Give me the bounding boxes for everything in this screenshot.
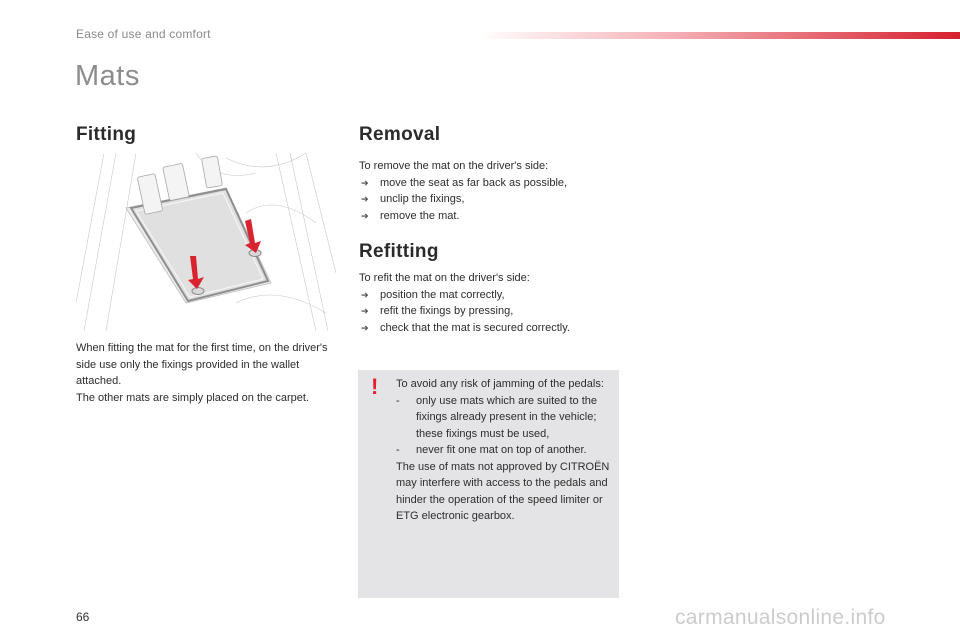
warning-item-text: never fit one mat on top of another.: [416, 444, 587, 456]
list-item: [359, 303, 619, 320]
removal-steps: [359, 175, 619, 225]
list-item: [396, 393, 614, 443]
removal-instructions: [359, 158, 619, 224]
list-item: [359, 175, 619, 192]
dash-bullet: -: [396, 444, 400, 456]
list-item: [359, 320, 619, 337]
header-accent-bar: [478, 32, 960, 39]
step-text: unclip the fixings,: [380, 193, 465, 205]
list-item: [359, 287, 619, 304]
step-text: position the mat correctly,: [380, 288, 505, 301]
watermark: carmanualsonline.info: [675, 606, 886, 629]
refitting-instructions: [359, 270, 619, 336]
step-text: check that the mat is secured correctly.: [380, 321, 570, 334]
warning-list: [396, 393, 614, 459]
page-number: 66: [76, 610, 90, 624]
removal-heading: Removal: [359, 124, 441, 145]
step-text: refit the fixings by pressing,: [380, 305, 514, 317]
warning-intro: To avoid any risk of jamming of the pedals:: [396, 378, 604, 390]
fitting-description: [76, 340, 338, 406]
removal-intro: To remove the mat on the driver's side:: [359, 160, 549, 172]
section-label: Ease of use and comfort: [76, 27, 211, 41]
fitting-paragraph: When fitting the mat for the first time, on the driver's side use only the fixings provided in the wallet attached.: [76, 342, 328, 387]
warning-note: The use of mats not approved by CITROËN may interfere with access to the pedals and hinder the operation of the speed limiter or ETG electronic gearbox.: [396, 460, 610, 522]
refitting-intro: To refit the mat on the driver's side:: [359, 272, 530, 284]
arrow-bullet-icon: ➔: [361, 322, 369, 333]
dash-bullet: -: [396, 394, 400, 407]
warning-box: [358, 370, 619, 598]
refitting-heading: Refitting: [359, 241, 439, 262]
arrow-bullet-icon: ➔: [361, 194, 369, 204]
list-item: [359, 191, 619, 208]
page-title: Mats: [75, 60, 140, 92]
warning-item-text: only use mats which are suited to the fixings already present in the vehicle; these fixings must be used,: [416, 394, 597, 440]
arrow-bullet-icon: ➔: [361, 210, 369, 221]
refitting-steps: [359, 287, 619, 337]
arrow-bullet-icon: ➔: [361, 177, 369, 188]
fitting-paragraph: The other mats are simply placed on the carpet.: [76, 391, 309, 404]
arrow-bullet-icon: ➔: [361, 289, 369, 300]
list-item: [396, 442, 614, 459]
arrow-bullet-icon: ➔: [361, 306, 369, 316]
step-text: move the seat as far back as possible,: [380, 176, 568, 189]
fitting-heading: Fitting: [76, 124, 137, 145]
floor-mat-illustration: [76, 153, 336, 331]
step-text: remove the mat.: [380, 209, 460, 222]
warning-icon: !: [371, 374, 379, 399]
warning-text: [396, 376, 614, 525]
list-item: [359, 208, 619, 225]
